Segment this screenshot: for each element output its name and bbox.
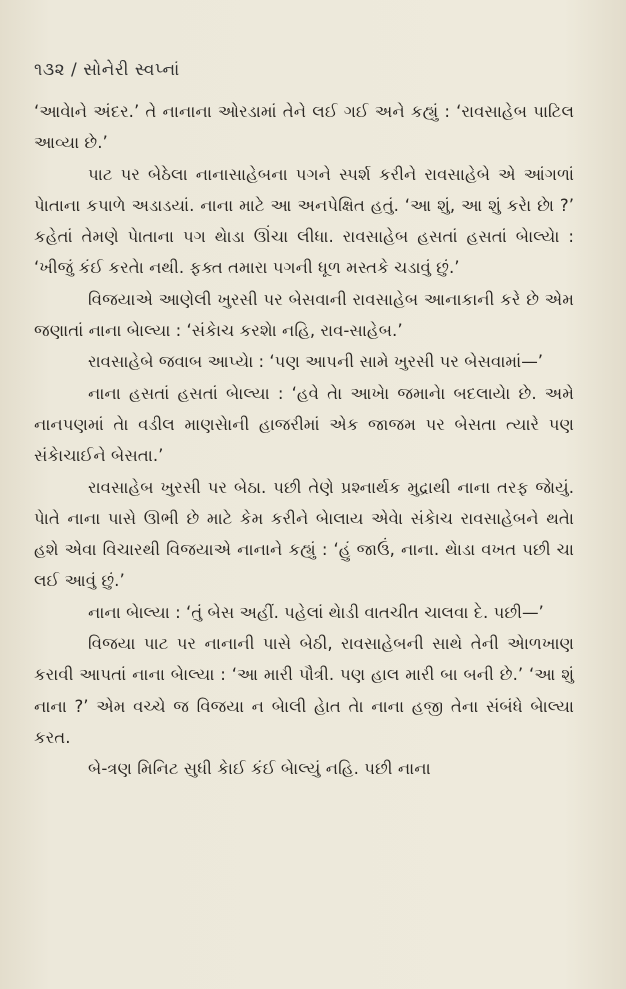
paragraph-1: ‘આવેાને અંદર.’ તે નાનાના ઓરડામાં તેને લઈ ગઈ અને કહ્યું : ‘રાવસાહેબ પાટિલ આવ્યા છે.’ bbox=[34, 102, 574, 153]
paragraph-3: વિજયાએ આણેલી ખુરસી પર બેસવાની રાવસાહેબ આનાકાની કરે છે એમ જણાતાં નાના બેાલ્યા : ‘સંકેાચ કરશેા નહિ, રાવ-સાહેબ.’ bbox=[34, 289, 574, 341]
paragraph-2: પાટ પર બેઠેલા નાનાસાહેબના પગને સ્પર્શ કરીને રાવસાહેબે એ આંગળાં પેાતાના કપાળે અડાડયાં. નાના માટે આ અનપેક્ષિત હતું. ‘આ શું, આ શું કરેા છેા ?’ કહેતાં તેમણે પેાતાના પગ થેાડા ઊંચા લીધા. રાવસાહેબ હસતાં હસતાં બેાલ્યેા : ‘ખીજું કંઈ કરતેા નથી. ફક્ત તમારા પગની ધૂળ મસ્તકે ચડાવું છું.’ bbox=[34, 164, 574, 278]
paragraph-6: રાવસાહેબ ખુરસી પર બેઠા. પછી તેણે પ્રશ્નાર્થક મુદ્રાથી નાના તરફ જેાયું. પેાતે નાના પાસે ઊભી છે માટે કેમ કરીને બેાલાય એવેા સંકેાચ રાવસાહેબને થતેા હશે એવા વિચારથી વિજયાએ નાનાને કહ્યું : ‘હું જાઉં, નાના. થેાડા વખત પછી ચા લઈ આવું છું.’ bbox=[34, 477, 574, 591]
paragraph-8: વિજયા પાટ પર નાનાની પાસે બેઠી, રાવસાહેબની સાથે તેની એાળખાણ કરાવી આપતાં નાના બેાલ્યા : ‘આ મારી પૌત્રી. પણ હાલ મારી બા બની છે.’ ‘આ શું નાના ?’ એમ વચ્ચે જ વિજયા ન બેાલી હેાત તેા નાના હજી તેના સંબંધે બેાલ્યા કરત. bbox=[34, 634, 574, 747]
page-number: ૧૩૨ bbox=[34, 60, 66, 80]
running-head bbox=[34, 60, 180, 80]
paragraph-9: બે-ત્રણ મિનિટ સુધી કેાઈ કંઈ બેાલ્યું નહિ. પછી નાના bbox=[88, 759, 431, 779]
book-title: સોનેરી સ્વપ્નાં bbox=[83, 60, 180, 80]
paragraph-4: રાવસાહેબે જવાબ આપ્યેા : ‘પણ આપની સામે ખુરસી પર બેસવામાં—’ bbox=[88, 352, 544, 372]
paragraph-5: નાના હસતાં હસતાં બેાલ્યા : ‘હવે તેા આખેા જમાનેા બદલાયેા છે. અમે નાનપણમાં તેા વડીલ માણસેાની હાજરીમાં એક જાજમ પર બેસતા ત્યારે પણ સંકેાચાઈને બેસતા.’ bbox=[34, 383, 574, 466]
paragraph-7: નાના બેાલ્યા : ‘તું બેસ અહીં. પહેલાં થેાડી વાતચીત ચાલવા દે. પછી—’ bbox=[88, 602, 544, 622]
separator: / bbox=[71, 60, 78, 80]
body-text bbox=[34, 96, 574, 785]
